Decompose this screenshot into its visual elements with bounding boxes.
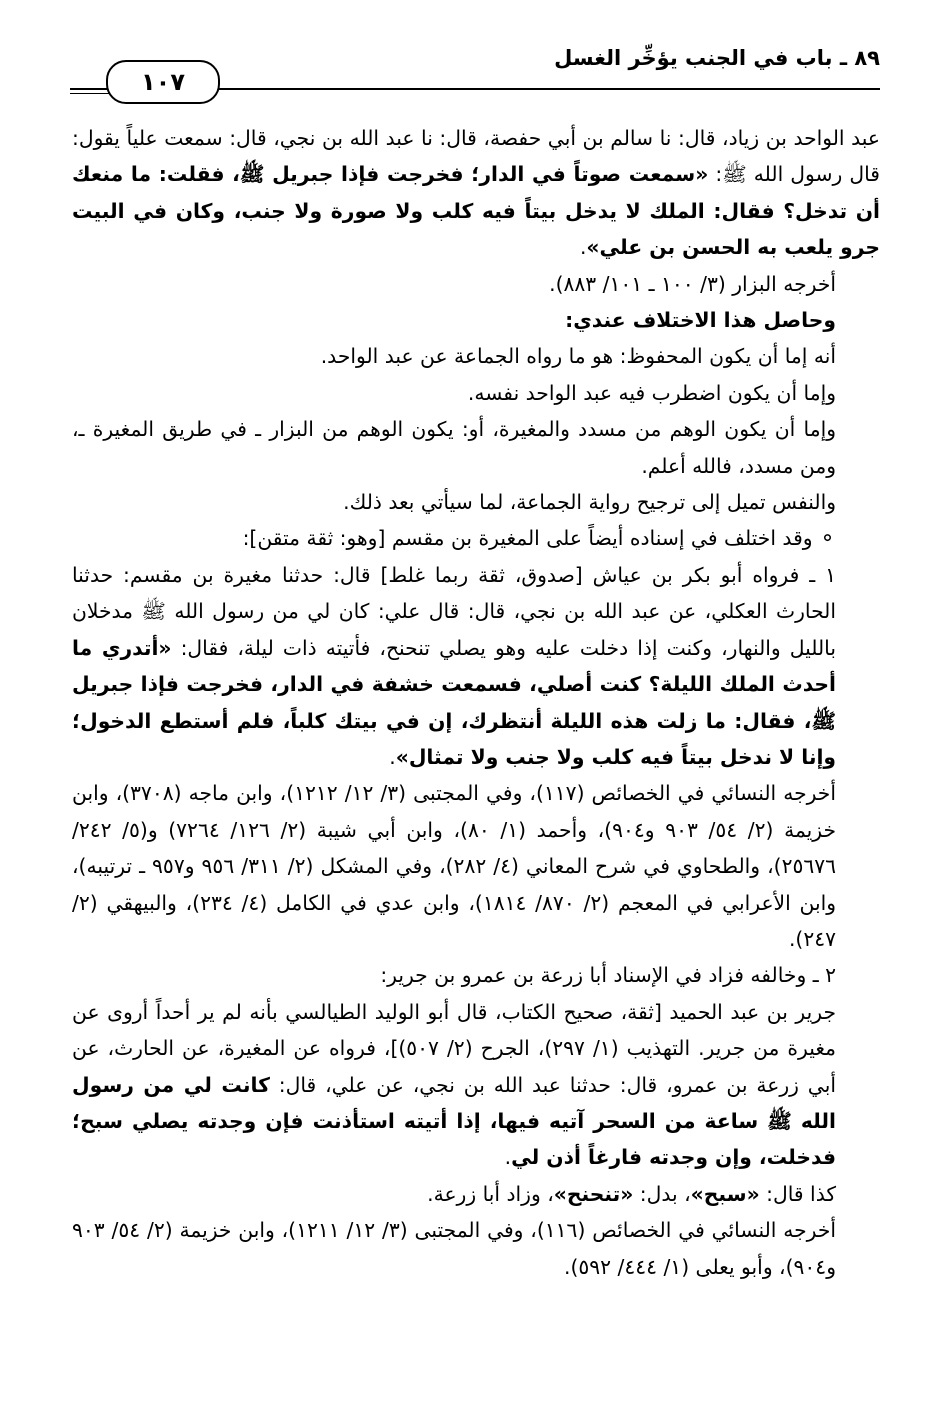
body-text: عبد الواحد بن زياد، قال: نا سالم بن أبي حفصة، قال: نا عبد الله بن نجي، قال: سمعت علياً يقول: قال رسول الله ﷺ:	[72, 126, 880, 187]
hadith-text: وحاصل هذا الاختلاف عندي:	[565, 308, 836, 333]
hadith-text: كانت لي من رسول الله ﷺ ساعة من السحر آتيه فيها، إذا أتيته استأذنت فإن وجدته يصلي سبح؛ فدخلت، وإن وجدته فارغاً أذن لي	[72, 1072, 836, 1170]
page-number-badge	[106, 60, 220, 104]
paragraph-p5	[72, 375, 880, 411]
body-text: أخرجه النسائي في الخصائص (١١٧)، وفي المجتبى (٣/ ١٢/ ١٢١٢)، وابن ماجه (٣٧٠٨)، وابن خزيمة (٢/ ٥٤/ ٩٠٣ و٩٠٤)، وأحمد (١/ ٨٠)، وابن أبي شيبة (٢/ ١٢٦/ ٧٢٦٤) و(٥/ ٢٤٢/ ٢٥٦٧٦)، والطحاوي في شرح المعاني (٤/ ٢٨٢)، وفي المشكل (٢/ ٣١١/ ٩٥٦ و٩٥٧ ـ ترتيبه)، وابن الأعرابي في المعجم (٢/ ٨٧٠/ ١٨١٤)، وابن عدي في الكامل (٤/ ٢٣٤)، والبيهقي (٢/ ٢٤٧).	[72, 781, 837, 951]
paragraph-p9	[72, 557, 880, 775]
hadith-text: «سمعت صوتاً في الدار؛ فخرجت فإذا جبريل ﷺ، فقلت: ما منعك أن تدخل؟ فقال: الملك لا يدخل بيتاً فيه كلب ولا صورة ولا جنب، وكان في البيت جرو يلعب به الحسن بن علي»	[72, 162, 880, 260]
page-header	[70, 44, 880, 104]
paragraph-p4	[72, 338, 880, 374]
body-text: ١ ـ فرواه أبو بكر بن عياش [صدوق، ثقة ربما غلط] قال: حدثنا مغيرة بن مقسم: حدثنا الحارث العكلي، عن عبد الله بن نجي، قال: قال علي: كان لي من رسول الله ﷺ مدخلان بالليل والنهار، وكنت إذا دخلت عليه وهو يصلي تنحنح، فأتيته ذات ليلة، فقال:	[72, 562, 836, 660]
body-text: ، وزاد أبا زرعة.	[427, 1181, 554, 1206]
paragraph-p12	[72, 994, 880, 1176]
paragraph-p6	[72, 411, 880, 484]
body-text: .	[389, 744, 396, 769]
body-text: ، بدل:	[633, 1181, 691, 1206]
paragraph-p8	[72, 520, 880, 556]
chapter-title: ٨٩ ـ باب في الجنب يؤخِّر الغسل	[554, 46, 880, 70]
page-body	[72, 120, 880, 1285]
body-text: والنفس تميل إلى ترجيح رواية الجماعة، لما سيأتي بعد ذلك.	[343, 490, 836, 515]
hadith-text: «تنحنح»	[553, 1181, 634, 1206]
paragraph-p3	[72, 302, 880, 338]
body-text: وإما أن يكون الوهم من مسدد والمغيرة، أو: يكون الوهم من البزار ـ في طريق المغيرة ـ، ومن مسدد، فالله أعلم.	[72, 417, 836, 478]
body-text: أخرجه النسائي في الخصائص (١١٦)، وفي المجتبى (٣/ ١٢/ ١٢١١)، وابن خزيمة (٢/ ٥٤/ ٩٠٣ و٩٠٤)، وأبو يعلى (١/ ٤٤٤/ ٥٩٢).	[72, 1218, 836, 1279]
page-number: ١٠٧	[141, 68, 185, 96]
body-text: وإما أن يكون اضطرب فيه عبد الواحد نفسه.	[467, 380, 836, 405]
body-text: أنه إما أن يكون المحفوظ: هو ما رواه الجماعة عن عبد الواحد.	[320, 344, 836, 369]
paragraph-p7	[72, 484, 880, 520]
body-text: .	[579, 235, 587, 260]
paragraph-p10	[72, 775, 880, 957]
paragraph-p1	[72, 120, 880, 266]
body-text: كذا قال:	[759, 1181, 836, 1206]
paragraph-p11	[72, 957, 880, 993]
hadith-text: «سبح»	[690, 1181, 760, 1206]
hadith-text: «أتدري ما أحدث الملك الليلة؟ كنت أصلي، فسمعت خشفة في الدار، فخرجت فإذا جبريل ﷺ، فقال: ما زلت هذه الليلة أنتظرك، إن في بيتك كلباً، فلم أستطع الدخول؛ وإنا لا ندخل بيتاً فيه كلب ولا جنب ولا تمثال»	[72, 635, 836, 769]
body-text: جرير بن عبد الحميد [ثقة، صحيح الكتاب، قال أبو الوليد الطيالسي بأنه لم ير أحداً أروى عن مغيرة من جرير. التهذيب (١/ ٢٩٧)، الجرح (٢/ ٥٠٧)]، فرواه عن المغيرة، عن الحارث، عن أبي زرعة بن عمرو، قال: حدثنا عبد الله بن نجي، عن علي، قال:	[72, 999, 837, 1097]
paragraph-p2	[72, 266, 880, 302]
body-text: أخرجه البزار (٣/ ١٠٠ ـ ١٠١/ ٨٨٣).	[549, 271, 836, 296]
body-text: ٢ ـ وخالفه فزاد في الإسناد أبا زرعة بن عمرو بن جرير:	[380, 963, 836, 988]
body-text: ⚬ وقد اختلف في إسناده أيضاً على المغيرة بن مقسم [وهو: ثقة متقن]:	[242, 526, 836, 551]
paragraph-p14	[72, 1212, 880, 1285]
paragraph-p13	[72, 1176, 880, 1212]
body-text: .	[504, 1145, 512, 1170]
